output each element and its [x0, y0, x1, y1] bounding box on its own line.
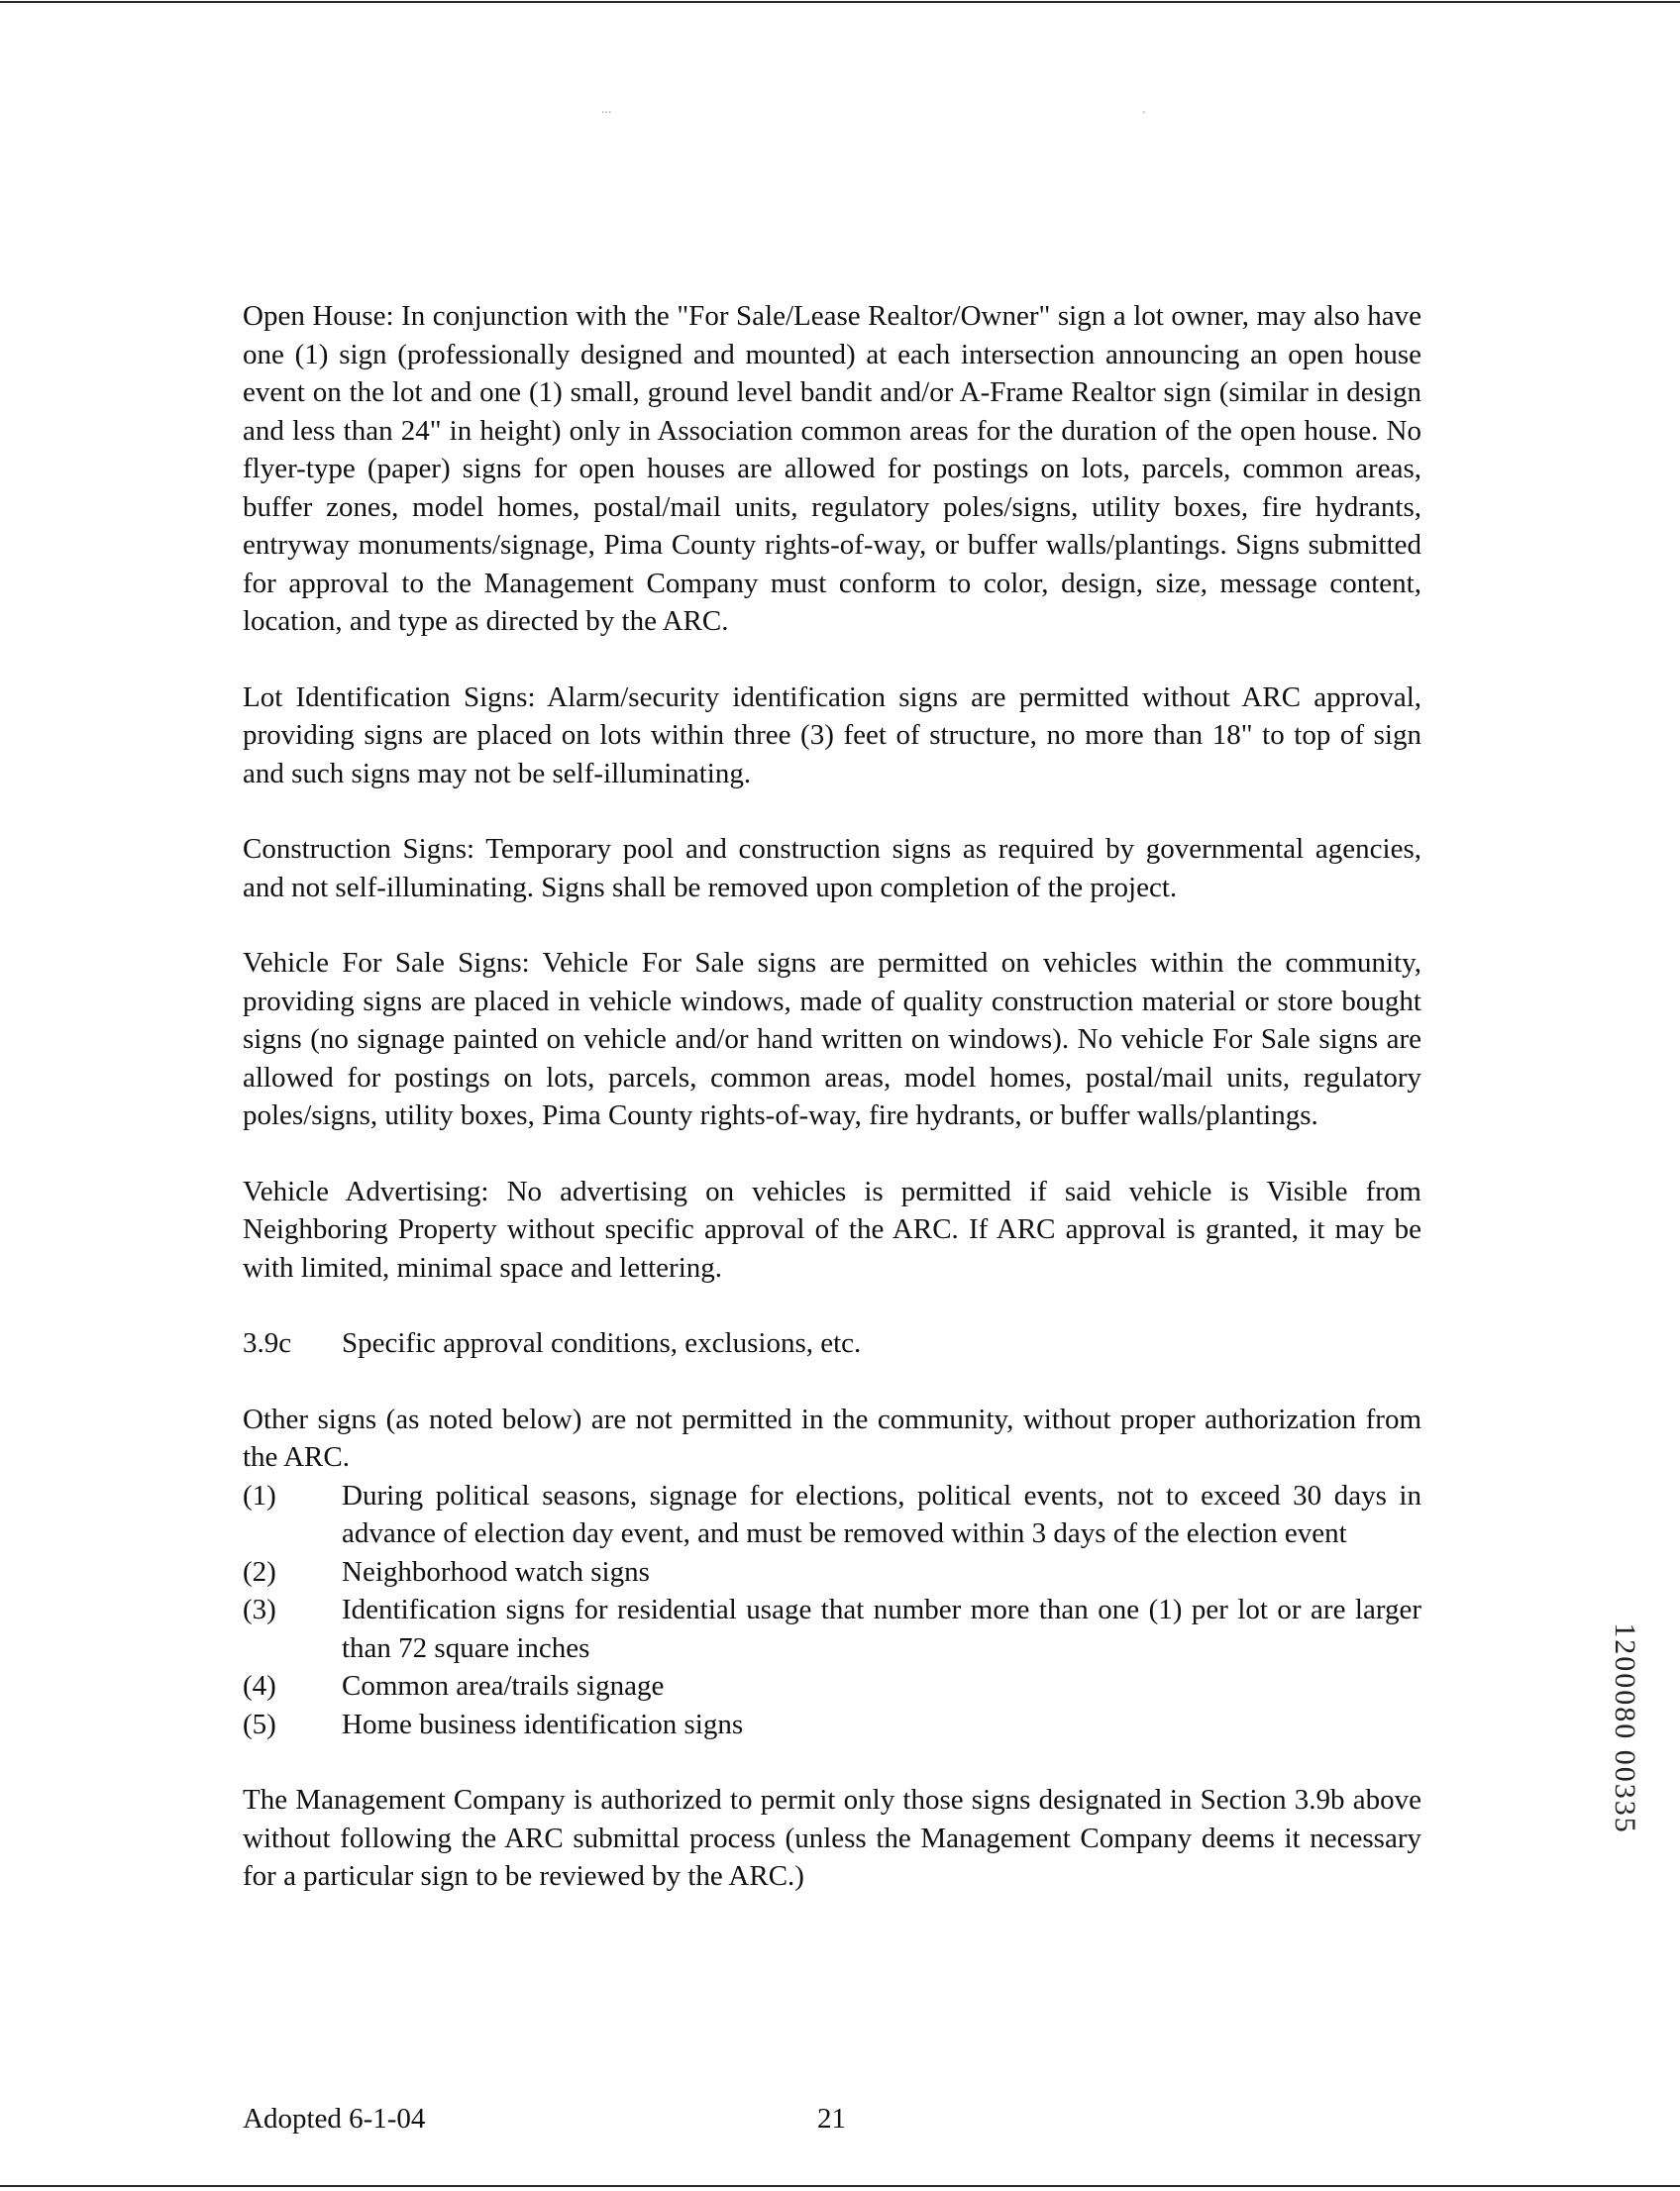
vehicle-for-sale-paragraph: Vehicle For Sale Signs: Vehicle For Sale signs are permitted on vehicles within the community, providing signs are placed in vehicle windows, made of quality construction material or store bought signs (no signage painted on vehicle and/or hand written on windows). No vehicle For Sale signs are allowed for postings on lots, parcels, common areas, model homes, postal/mail units, regulatory poles/signs, utility boxes, Pima County rights-of-way, fire hydrants, or buffer walls/plantings. [243, 947, 1421, 1131]
management-company-paragraph: The Management Company is authorized to permit only those signs designated in Section 3.9b above without following the ARC submittal process (unless the Management Company deems it necessary for a particular sign to be reviewed by the ARC.) [243, 1784, 1421, 1892]
section-number: 3.9c [243, 1327, 292, 1359]
vehicle-advertising-paragraph: Vehicle Advertising: No advertising on vehicles is permitted if said vehicle is Visible from Neighboring Property without specific approval of the ARC. If ARC approval is granted, it may be with limited, minimal space and lettering. [243, 1175, 1421, 1284]
other-signs-list [243, 1477, 1421, 1744]
list-item-index: (3) [243, 1594, 276, 1625]
bottom-border-line [0, 2185, 1680, 2187]
page-number: 21 [817, 2103, 846, 2135]
list-item-text: Neighborhood watch signs [342, 1555, 650, 1588]
adopted-date: Adopted 6-1-04 [243, 2103, 426, 2135]
section-title: Specific approval conditions, exclusions, etc. [342, 1327, 862, 1359]
list-item-index: (4) [243, 1670, 276, 1702]
list-item-index: (2) [243, 1555, 276, 1588]
list-item [243, 1477, 1421, 1553]
list-item-text: Common area/trails signage [342, 1670, 665, 1702]
other-signs-intro: Other signs (as noted below) are not permitted in the community, without proper authorization from the ARC. [243, 1403, 1421, 1473]
lot-identification-paragraph: Lot Identification Signs: Alarm/security identification signs are permitted without ARC approval, providing signs are placed on lots within three (3) feet of structure, no more than 18" to top of sign and such signs may not be self-illuminating. [243, 680, 1421, 789]
side-stamp-text: 1200080 00335 [1609, 1622, 1641, 1834]
open-house-paragraph: Open House: In conjunction with the "For Sale/Lease Realtor/Owner" sign a lot owner, may also have one (1) sign (professionally designed and mounted) at each intersection announcing an open house event on the lot and one (1) small, ground level bandit and/or A-Frame Realtor sign (similar in design and less than 24" in height) only in Association common areas for the duration of the open house. No flyer-type (paper) signs for open houses are allowed for postings on lots, parcels, common areas, buffer zones, model homes, postal/mail units, regulatory poles/signs, utility boxes, fire hydrants, entryway monuments/signage, Pima County rights-of-way, or buffer walls/plantings. Signs submitted for approval to the Management Company must conform to color, design, size, message content, location, and type as directed by the ARC. [243, 300, 1421, 637]
list-item-text: Identification signs for residential usage that number more than one (1) per lot or are larger than 72 square inches [342, 1594, 1421, 1664]
list-item [243, 1591, 1421, 1667]
list-item [243, 1706, 1421, 1744]
list-item-index: (5) [243, 1708, 276, 1740]
construction-signs-paragraph: Construction Signs: Temporary pool and construction signs as required by governmental agencies, and not self-illuminating. Signs shall be removed upon completion of the project. [243, 833, 1421, 903]
list-item [243, 1667, 1421, 1706]
scan-speck: ... [601, 102, 612, 117]
list-item [243, 1553, 1421, 1592]
list-item-text: Home business identification signs [342, 1708, 744, 1740]
list-item-index: (1) [243, 1479, 276, 1512]
list-item-text: During political seasons, signage for elections, political events, not to exceed 30 days in advance of election day event, and must be removed within 3 days of the election event [342, 1479, 1421, 1549]
document-body [243, 297, 1421, 1896]
side-document-stamp [1605, 1595, 1644, 1862]
top-border-line [0, 1, 1680, 3]
scan-speck: . [1142, 102, 1146, 117]
section-heading [243, 1324, 1421, 1363]
